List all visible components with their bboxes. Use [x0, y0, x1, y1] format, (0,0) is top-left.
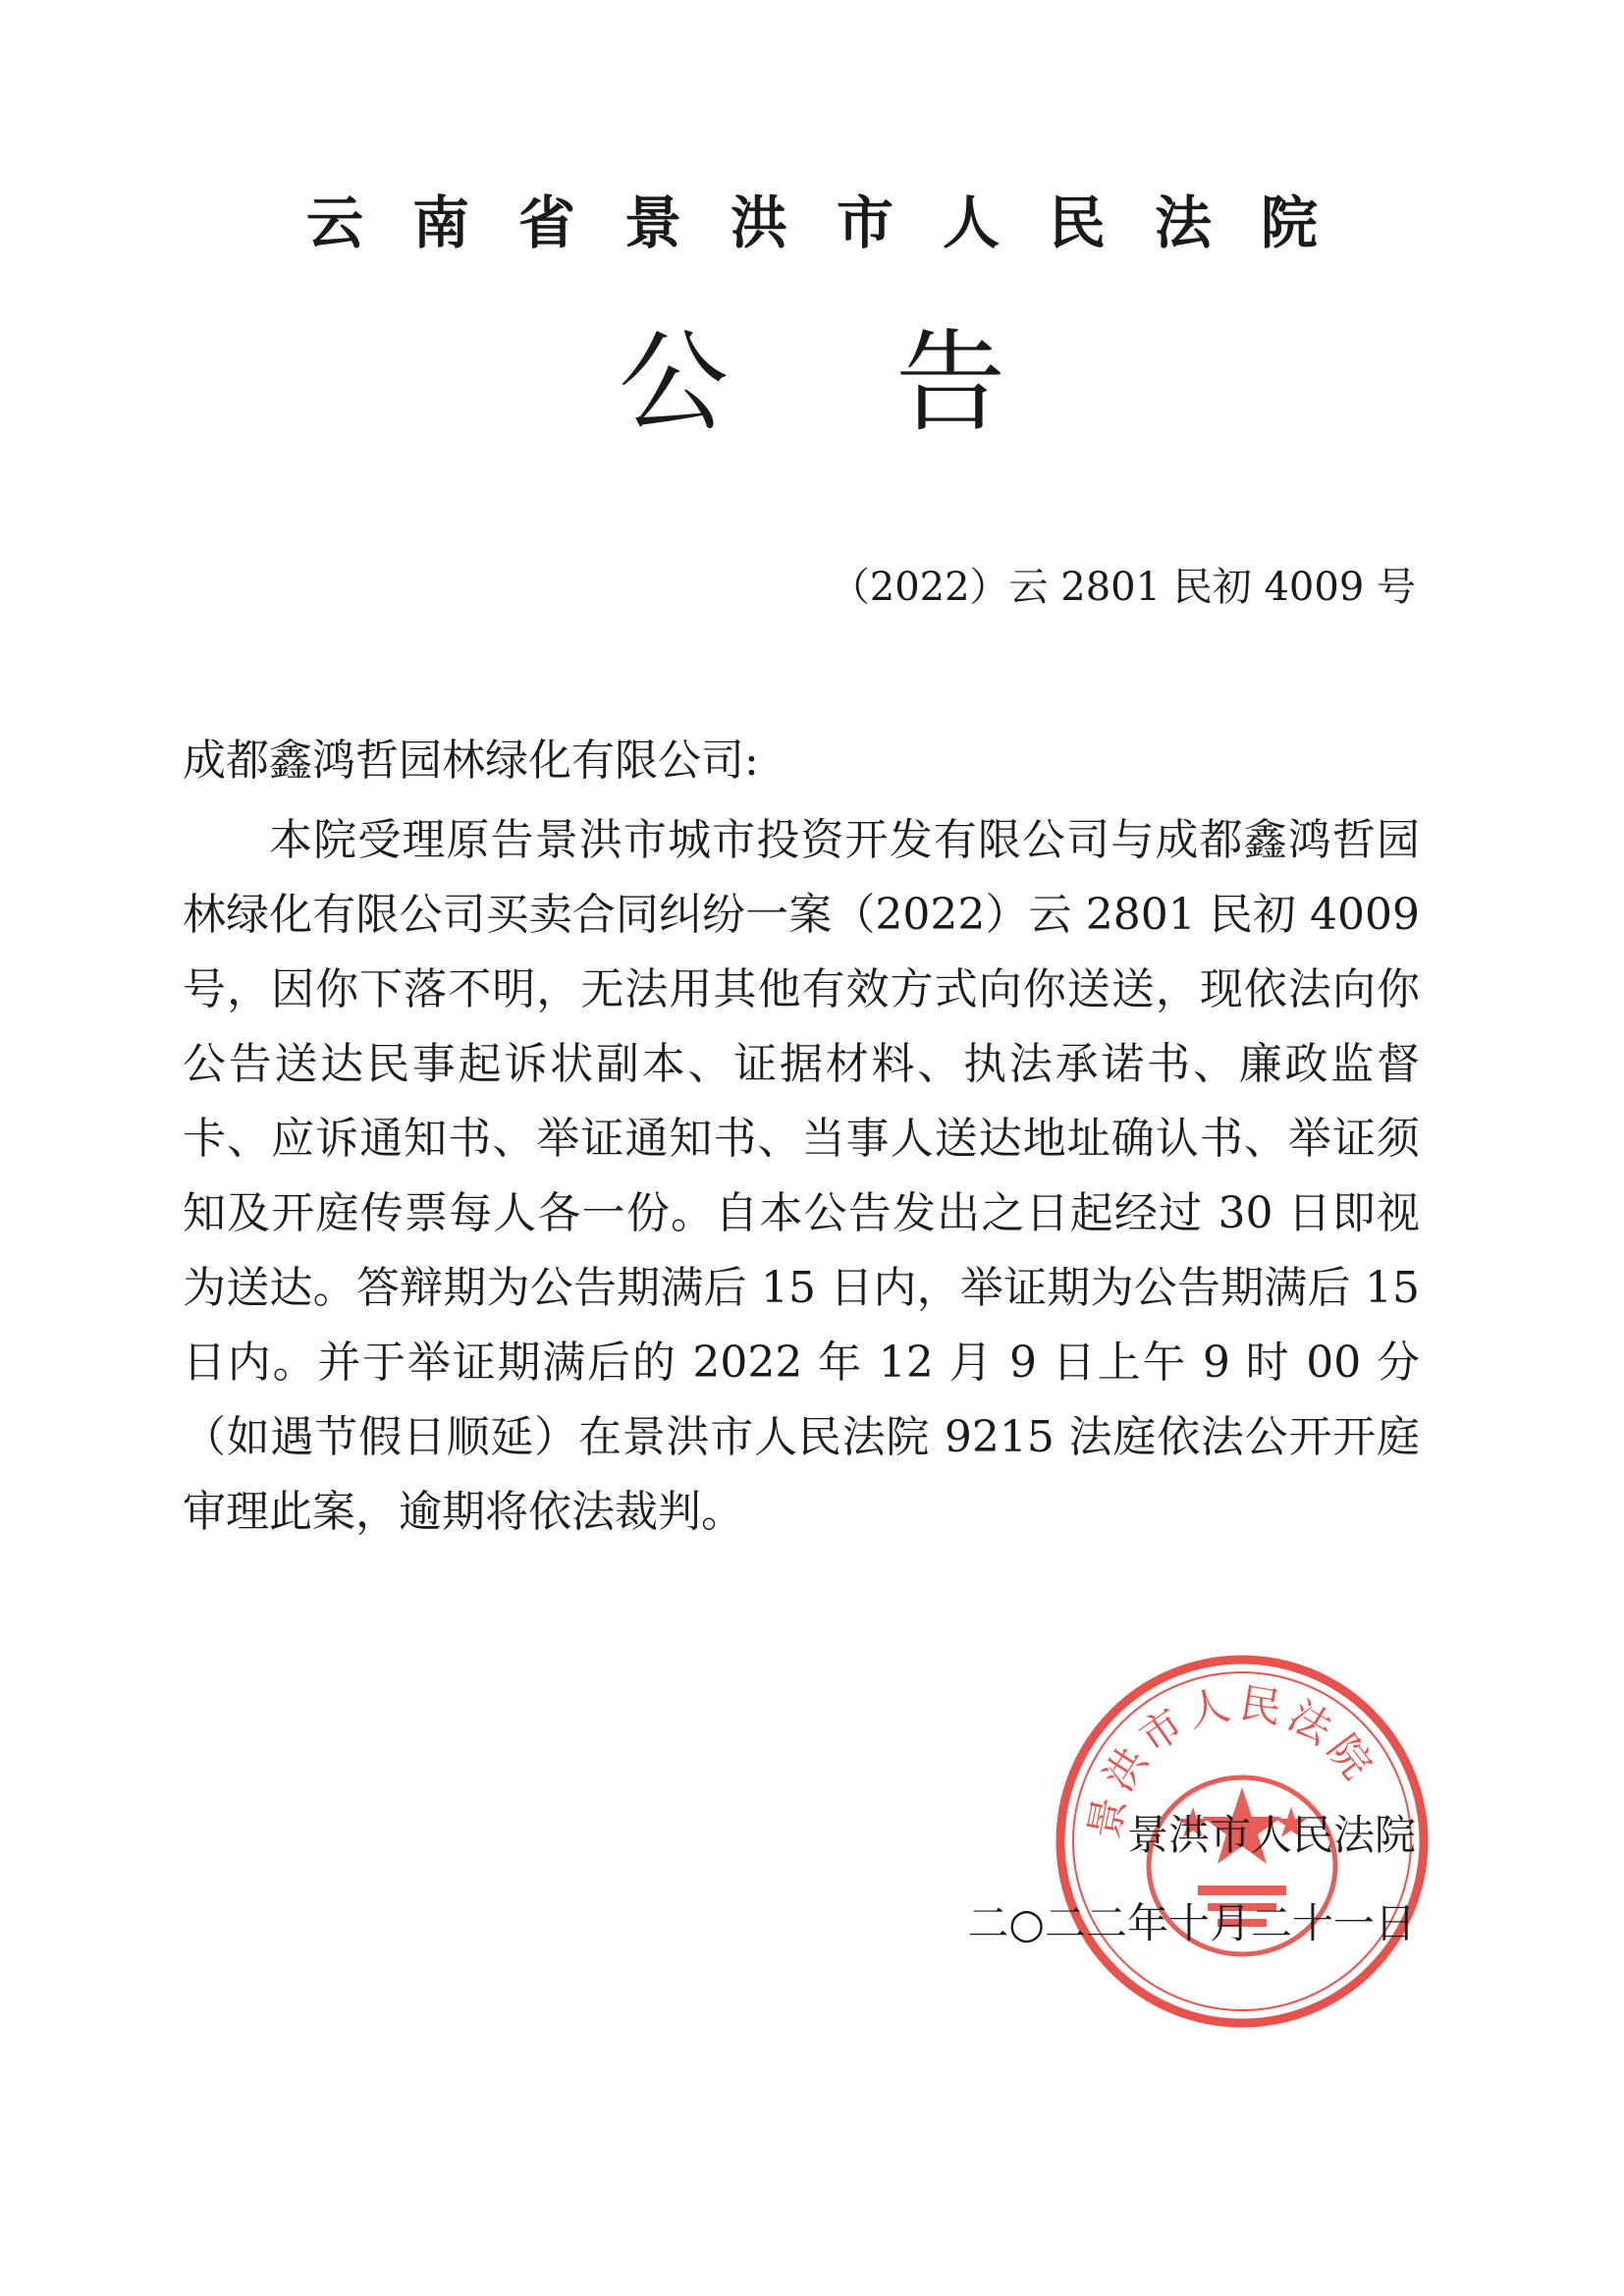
case-number: （2022）云 2801 民初 4009 号: [830, 565, 1416, 610]
addressee: 成都鑫鸿哲园林绿化有限公司:: [183, 736, 759, 786]
notice-body: 本院受理原告景洪市城市投资开发有限公司与成都鑫鸿哲园林绿化有限公司买卖合同纠纷一案（2022）云 2801 民初 4009 号，因你下落不明，无法用其他有效方式向你送送，现依法向你公告送达民事起诉状副本、证据材料、执法承诺书、廉政监督卡、应诉通知书、举证通知书、当事人送达地址确认书、举证须知及开庭传票每人各一份。自本公告发出之日起经过 30 日即视为送达。答辩期为公告期满后 15 日内，举证期为公告期满后 15 日内。并于举证期满后的 2022 年 12 月 9 日上午 9 时 00 分（如遇节假日顺延）在景洪市人民法院 9215 法庭依法公开开庭审理此案，逾期将依法裁判。: [183, 815, 1420, 1537]
seal-text: 景洪市人民法院: [1079, 1678, 1385, 1843]
court-name-heading: 云南省景洪市人民法院: [305, 190, 1367, 256]
issuer-name: 景洪市人民法院: [1126, 1811, 1416, 1859]
document-title: 公告: [619, 319, 1172, 447]
issue-date: 二○二二年十月二十一日: [967, 1899, 1416, 1947]
